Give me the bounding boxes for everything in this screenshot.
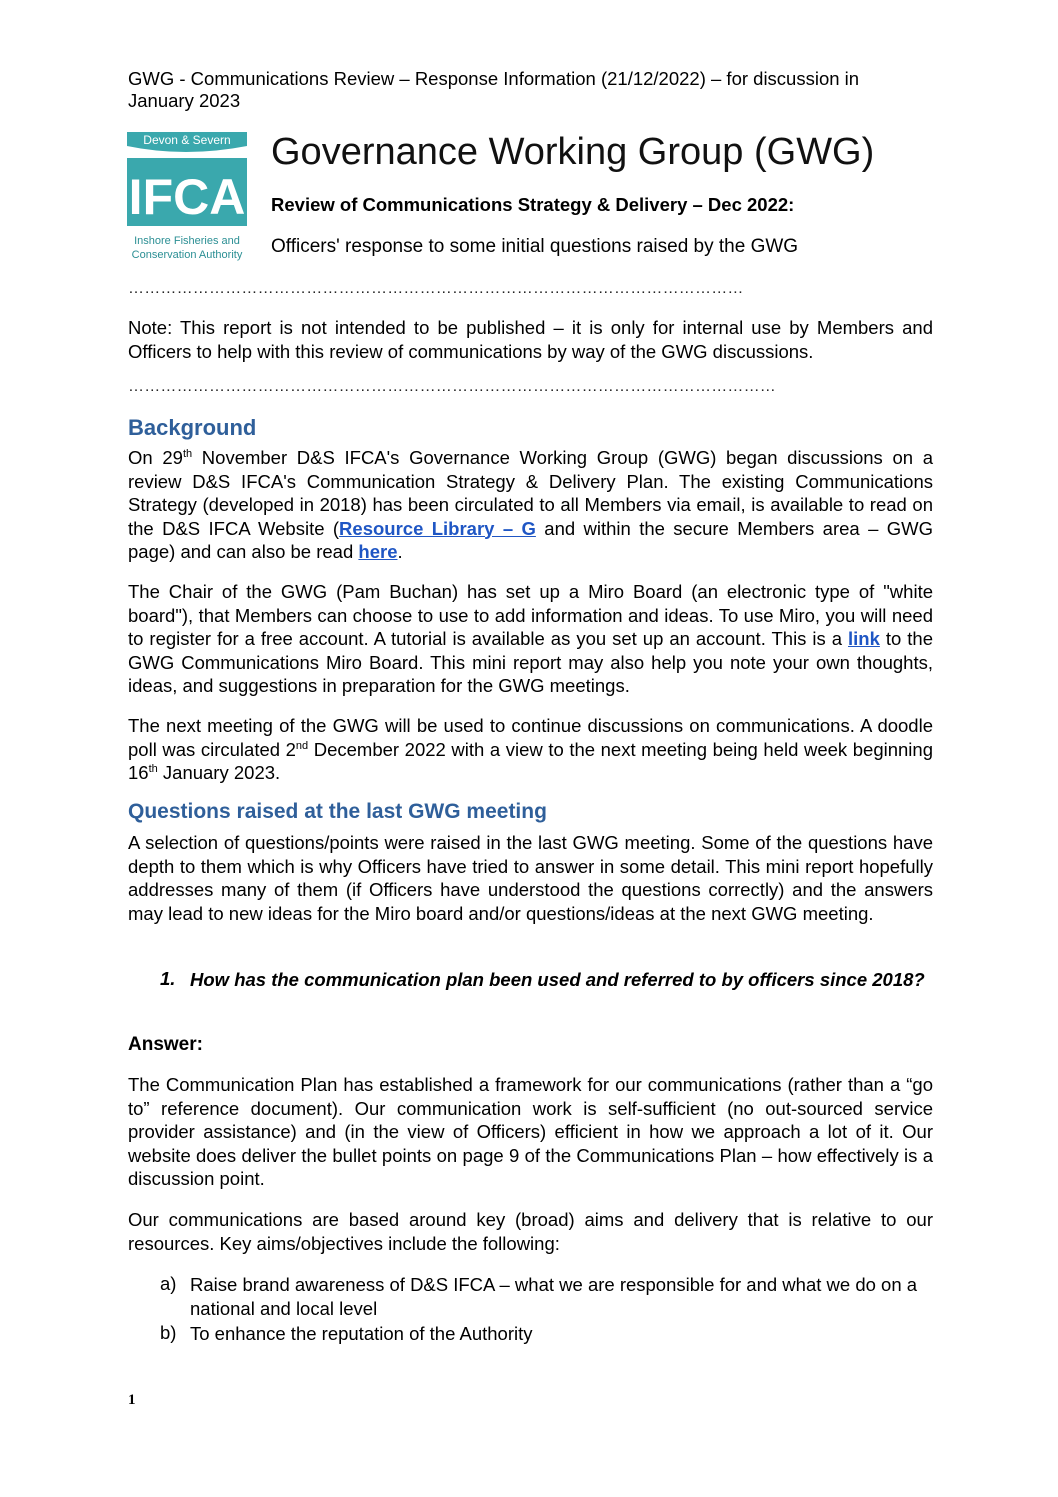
running-header: GWG - Communications Review – Response Information (21/12/2022) – for discussion in January 2023: [128, 68, 860, 111]
dotted-separator-1: ……………………………………………………………………………………………………: [128, 280, 744, 297]
answer-paragraph-2: Our communications are based around key (broad) aims and delivery that is relative to our resources. Key aims/objectives include the following:: [128, 1209, 933, 1254]
ifca-logo: [121, 128, 253, 266]
here-link[interactable]: here: [358, 541, 398, 562]
miro-board-link[interactable]: link: [848, 628, 880, 649]
background-heading: Background: [128, 415, 257, 440]
document-subtitle: Review of Communications Strategy & Delivery – Dec 2022:: [271, 194, 795, 215]
answer-paragraph-1: The Communication Plan has established a framework for our communications (rather than a “go to” reference document). Our communication work is self-sufficient (no out-sourced service provider assistance) and (in the view of Officers) efficient in how we approach a lot of it. Our website does deliver the bullet points on page 9 of the Communications Plan – how effectively is a discussion point.: [128, 1074, 933, 1189]
list-item-a-marker: a): [160, 1273, 177, 1294]
logo-sub-text-2: Conservation Authority: [131, 249, 243, 261]
questions-heading: Questions raised at the last GWG meeting: [128, 800, 547, 823]
question-1-text: How has the communication plan been used and referred to by officers since 2018?: [190, 969, 925, 990]
list-item-b-marker: b): [160, 1322, 177, 1343]
list-item-a-text: Raise brand awareness of D&S IFCA – what we are responsible for and what we do on a national and local level: [190, 1274, 918, 1319]
background-paragraph-2: The Chair of the GWG (Pam Buchan) has set up a Miro Board (an electronic type of "white board"), that Members can choose to use to add information and ideas. To use Miro, you will need to register for a free account. A tutorial is available as you set up an account. This is a link to the GWG Communications Miro Board. This mini report may also help you note your own thoughts, ideas, and suggestions in preparation for the GWG meetings.: [128, 581, 933, 696]
dotted-separator-2: …………………………………………………………………………………………………………: [128, 378, 776, 395]
logo-main-text: IFCA: [128, 169, 246, 225]
ifca-logo-graphic: [121, 128, 253, 266]
answer-label: Answer:: [128, 1034, 203, 1055]
background-paragraph-3: The next meeting of the GWG will be used to continue discussions on communications. A doodle poll was circulated 2nd December 2022 with a view to the next meeting being held week beginning 16th January 2023.: [128, 715, 933, 783]
document-title: Governance Working Group (GWG): [271, 131, 875, 173]
logo-top-text: Devon & Severn: [143, 133, 231, 147]
background-paragraph-1: On 29th November D&S IFCA's Governance Working Group (GWG) began discussions on a review D&S IFCA's Communication Strategy & Delivery Plan. The existing Communications Strategy (developed in 2018) has been circulated to all Members via email, is available to read on the D&S IFCA Website (Resource Library – G and within the secure Members area – GWG page) and can also be read here.: [128, 447, 933, 562]
page-number: 1: [128, 1392, 136, 1408]
resource-library-link[interactable]: Resource Library – G: [339, 517, 536, 539]
question-1-number: 1.: [160, 968, 176, 989]
list-item-b-text: To enhance the reputation of the Authority: [190, 1323, 533, 1344]
questions-intro-paragraph: A selection of questions/points were raised in the last GWG meeting. Some of the questions have depth to them which is why Officers have tried to answer in some detail. This mini report hopefully addresses many of them (if Officers have understood the questions correctly) and the answers may lead to new ideas for the Miro board and/or questions/ideas at the next GWG meeting.: [128, 832, 933, 924]
document-subtitle-2: Officers' response to some initial questions raised by the GWG: [271, 236, 799, 257]
logo-sub-text-1: Inshore Fisheries and: [134, 235, 240, 247]
note-paragraph: Note: This report is not intended to be published – it is only for internal use by Members and Officers to help with this review of communications by way of the GWG discussions.: [128, 317, 933, 362]
